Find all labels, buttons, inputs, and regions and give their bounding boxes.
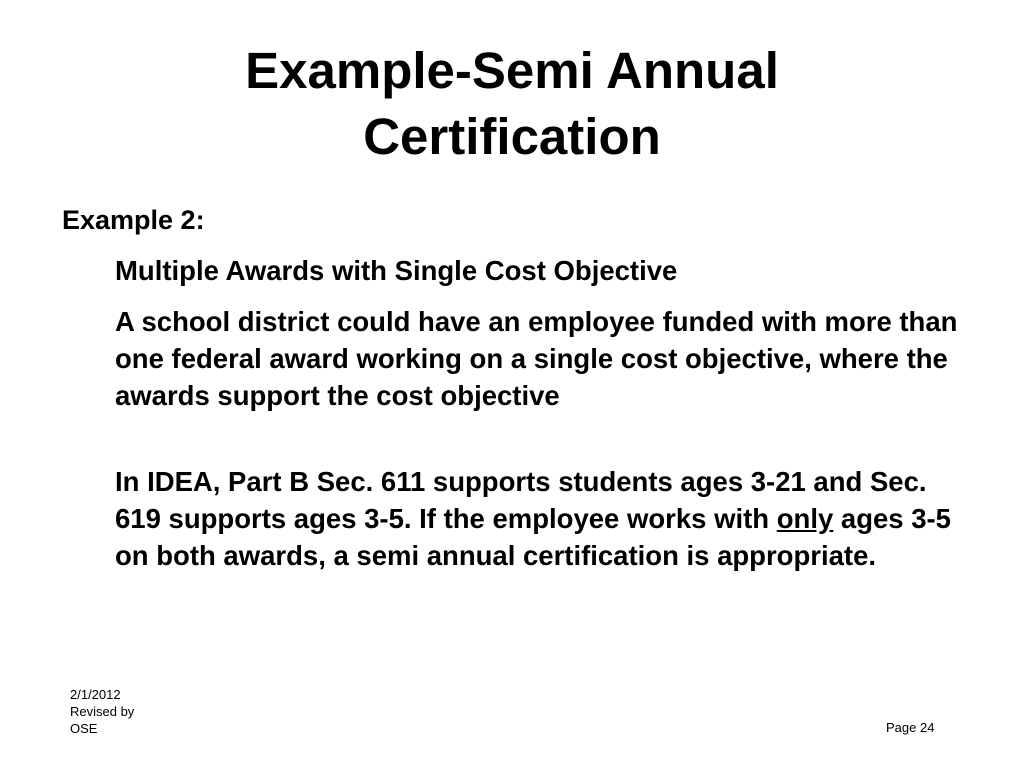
- footer-date: 2/1/2012: [70, 687, 121, 702]
- slide-title: [0, 38, 1024, 170]
- paragraph-idea-before: In IDEA, Part B Sec. 611 supports students ages 3-21 and Sec. 619 supports ages 3-5. If the employee works with: [115, 466, 927, 534]
- example-subheading: Multiple Awards with Single Cost Objective: [115, 255, 678, 286]
- paragraph-funding-text: A school district could have an employee funded with more than one federal award working on a single cost objective, where the awards support the cost objective: [115, 306, 958, 411]
- footer-revision-info: [70, 686, 134, 737]
- footer-revised-by: Revised by: [70, 704, 135, 719]
- slide-title-line-2: Certification: [363, 108, 661, 165]
- slide-title-line-1: Example-Semi Annual: [245, 42, 779, 99]
- page-number: Page 24: [886, 720, 935, 735]
- paragraph-idea-after: ages 3-5 on both awards, a semi annual certification is appropriate.: [115, 503, 951, 571]
- paragraph-idea-text: [115, 463, 975, 574]
- footer-org: OSE: [70, 721, 98, 736]
- paragraph-funding: [115, 303, 975, 414]
- example-heading: Example 2:: [62, 205, 205, 235]
- paragraph-idea: [115, 463, 975, 574]
- paragraph-idea-emphasis: only: [776, 503, 834, 534]
